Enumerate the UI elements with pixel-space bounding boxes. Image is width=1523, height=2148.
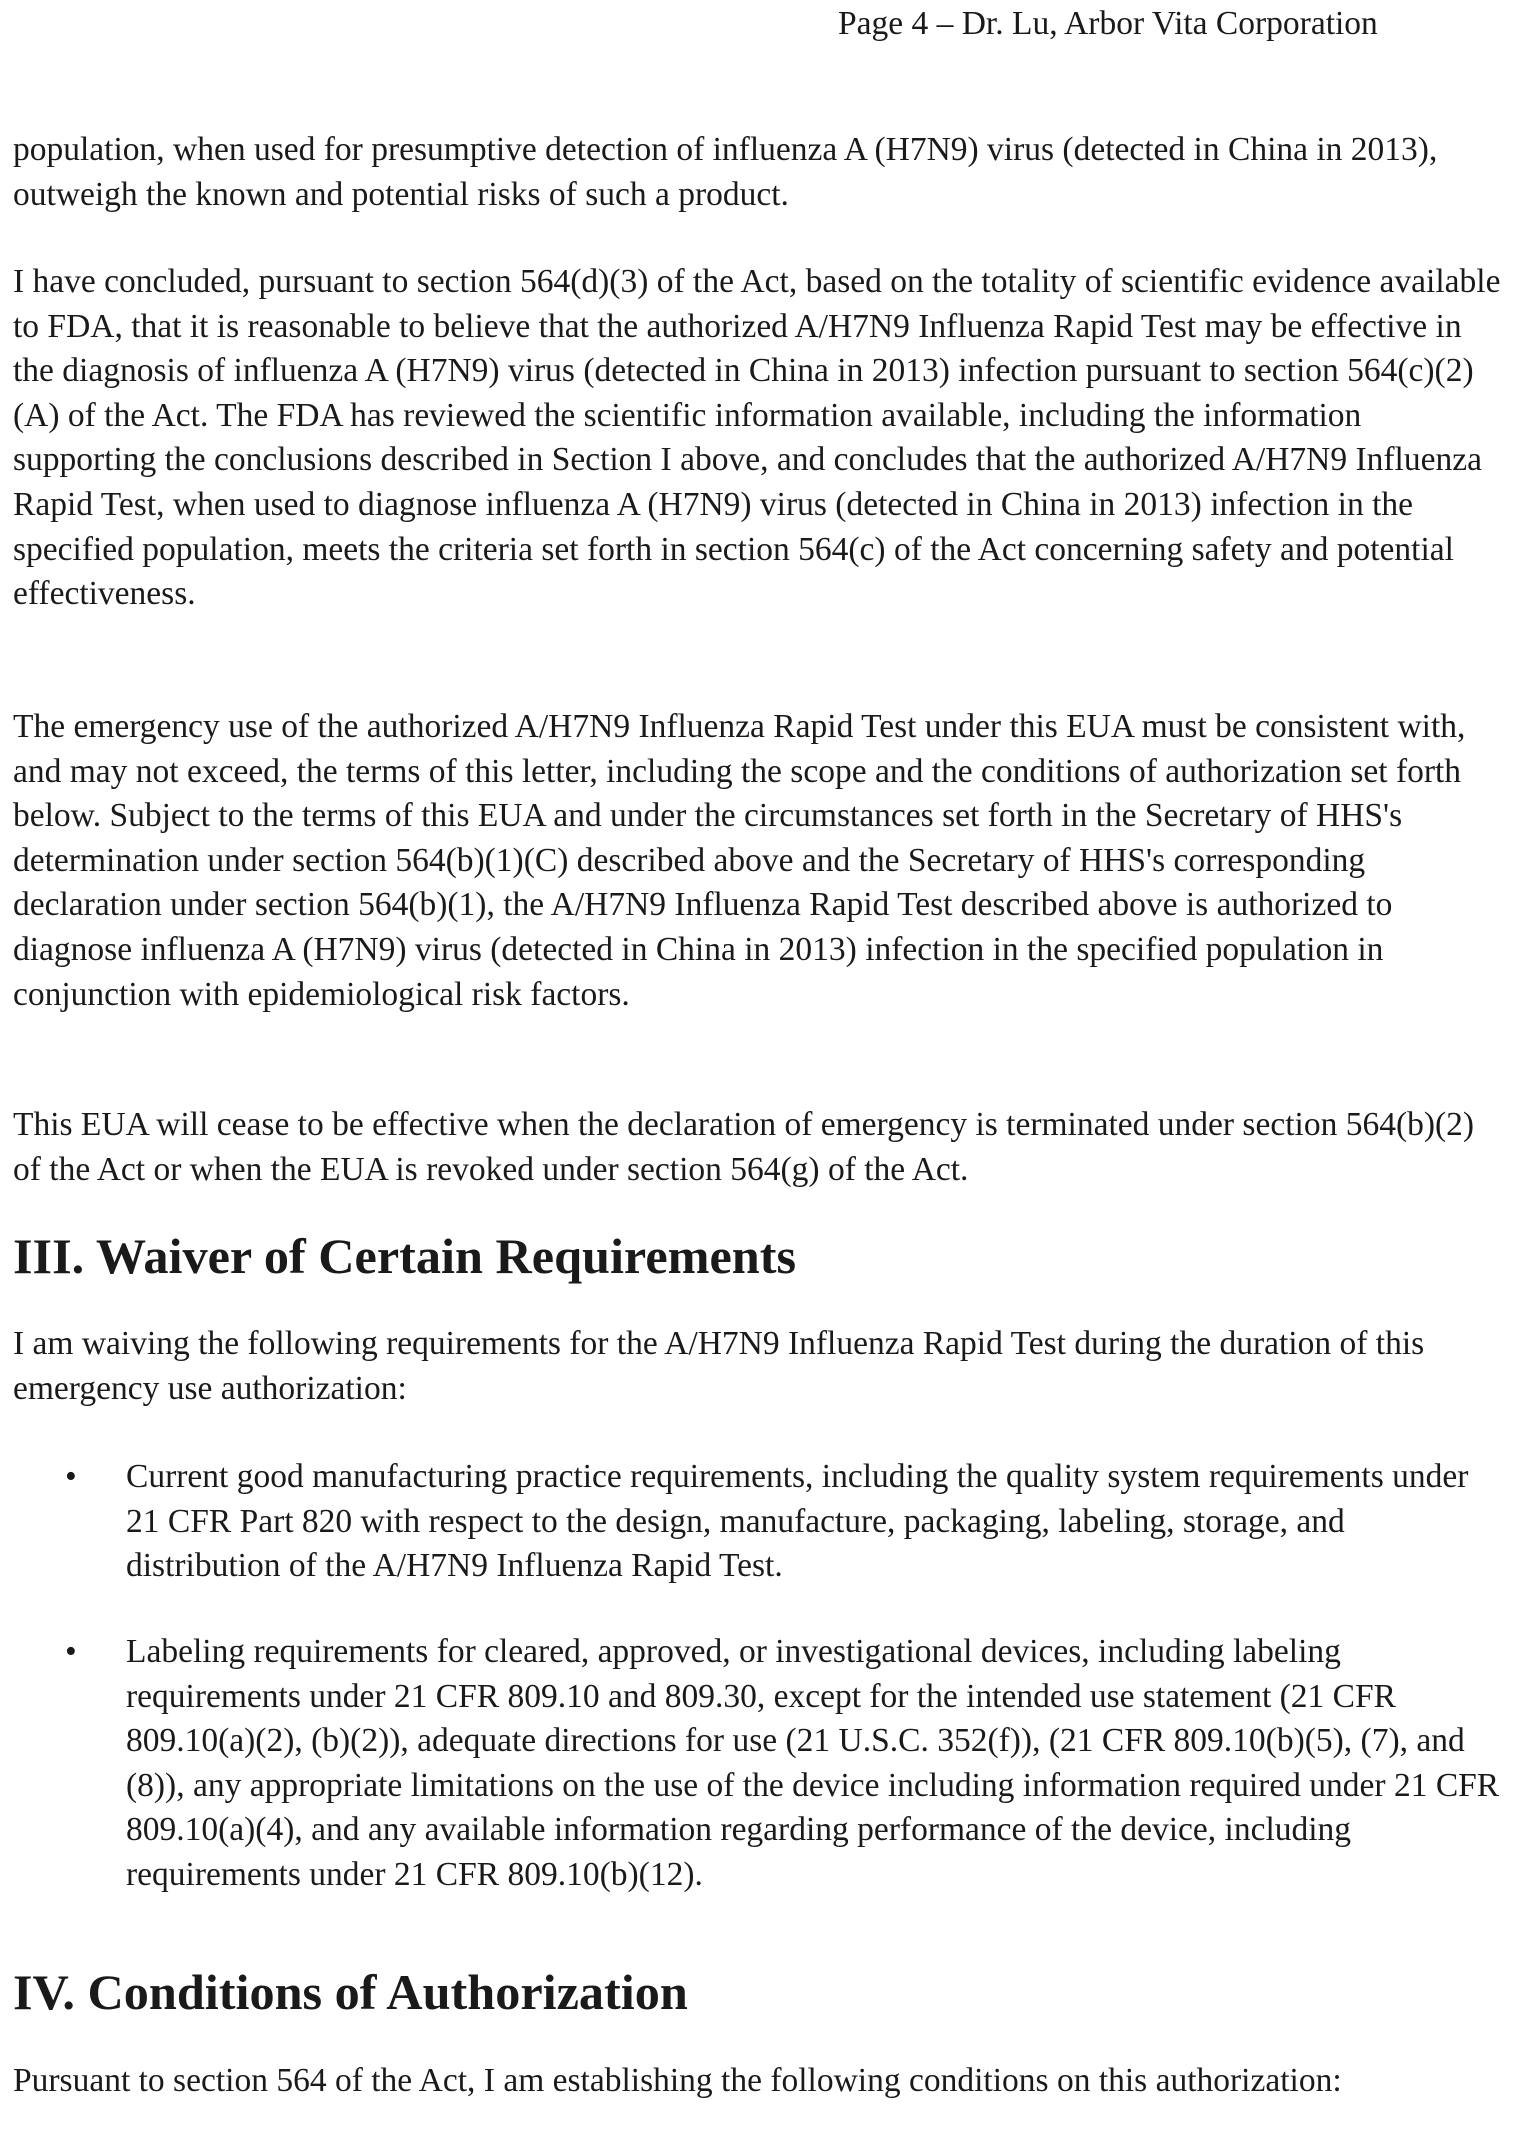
paragraph-termination: This EUA will cease to be effective when the declaration of emergency is terminated under section 564(b)(2) of the Act or when the EUA is revoked under section 564(g) of the Act. <box>13 1106 1475 1188</box>
section-heading-conditions: IV. Conditions of Authorization <box>13 1964 688 2020</box>
paragraph-risk-benefit: population, when used for presumptive detection of influenza A (H7N9) virus (detected in China in 2013), outweigh the known and potential risks of such a product. <box>13 131 1438 213</box>
section-heading-waiver: III. Waiver of Certain Requirements <box>13 1228 797 1284</box>
paragraph-effectiveness: I have concluded, pursuant to section 564(d)(3) of the Act, based on the totality of scientific evidence available to FDA, that it is reasonable to believe that the authorized A/H7N9 Influenza Rapid Test may be effective in the diagnosis of influenza A (H7N9) virus (detected in China in 2013) infection pursuant to section 564(c)(2)(A) of the Act. The FDA has reviewed the scientific information available, including the information supporting the conclusions described in Section I above, and concludes that the authorized A/H7N9 Influenza Rapid Test, when used to diagnose influenza A (H7N9) virus (detected in China in 2013) infection in the specified population, meets the criteria set forth in section 564(c) of the Act concerning safety and potential effectiveness. <box>13 263 1501 613</box>
page-header: Page 4 – Dr. Lu, Arbor Vita Corporation <box>838 5 1378 42</box>
bullet-icon: • <box>65 1633 77 1670</box>
paragraph-waiver-intro: I am waiving the following requirements for the A/H7N9 Influenza Rapid Test during the duration of this emergency use authorization: <box>13 1325 1425 1407</box>
bullet-text: Current good manufacturing practice requirements, including the quality system requirements under 21 CFR Part 820 with respect to the design, manufacture, packaging, labeling, storage, and distribution of the A/H7N9 Influenza Rapid Test. <box>126 1458 1469 1585</box>
paragraph-conditions-intro: Pursuant to section 564 of the Act, I am establishing the following conditions on this authorization: <box>13 2062 1342 2099</box>
paragraph-scope: The emergency use of the authorized A/H7N9 Influenza Rapid Test under this EUA must be consistent with, and may not exceed, the terms of this letter, including the scope and the conditions of authorization set forth below. Subject to the terms of this EUA and under the circumstances set forth in the Secretary of HHS's determination under section 564(b)(1)(C) described above and the Secretary of HHS's corresponding declaration under section 564(b)(1), the A/H7N9 Influenza Rapid Test described above is authorized to diagnose influenza A (H7N9) virus (detected in China in 2013) infection in the specified population in conjunction with epidemiological risk factors. <box>13 708 1466 1013</box>
bullet-icon: • <box>65 1458 77 1495</box>
bullet-text: Labeling requirements for cleared, approved, or investigational devices, including labeling requirements under 21 CFR 809.10 and 809.30, except for the intended use statement (21 CFR 809.10(a)(2), (b)(2)), adequate directions for use (21 U.S.C. 352(f)), (21 CFR 809.10(b)(5), (7), and (8)), any appropriate limitations on the use of the device including information required under 21 CFR 809.10(a)(4), and any available information regarding performance of the device, including requirements under 21 CFR 809.10(b)(12). <box>126 1633 1500 1893</box>
